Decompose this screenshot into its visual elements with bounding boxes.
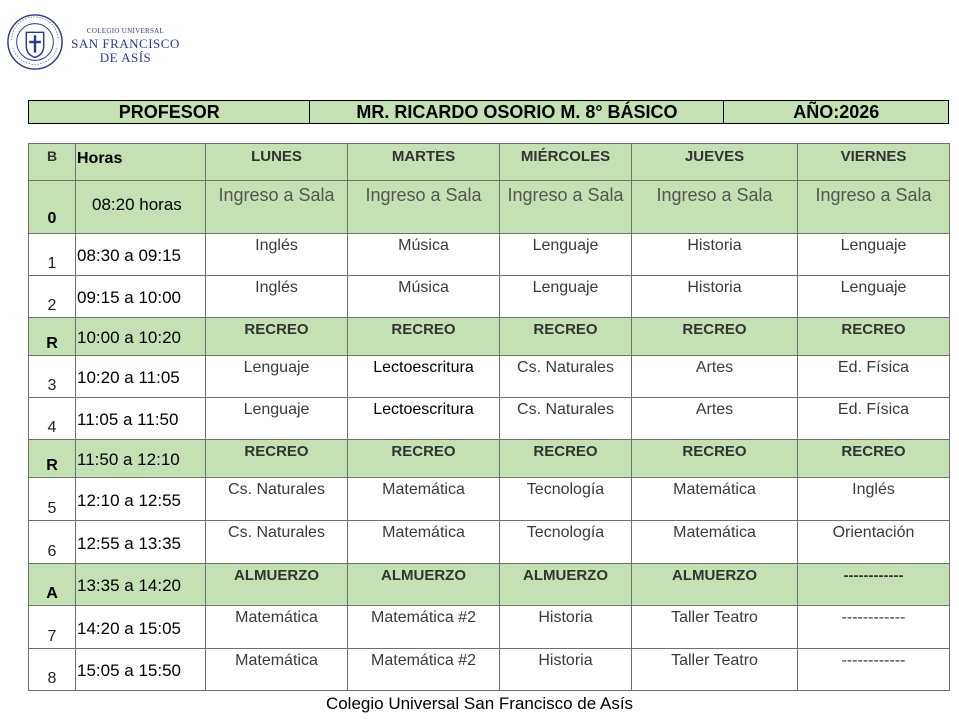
table-row (29, 276, 950, 318)
table-row (29, 521, 950, 564)
time-slot: 08:30 a 09:15 (76, 234, 206, 276)
subject-cell: Cs. Naturales (206, 521, 348, 564)
subject-cell: RECREO (632, 318, 798, 356)
subject-cell: RECREO (206, 440, 348, 478)
subject-cell: RECREO (798, 440, 950, 478)
subject-cell: RECREO (632, 440, 798, 478)
table-header-row (29, 144, 950, 181)
subject-cell: Artes (632, 398, 798, 440)
subject-cell: Lenguaje (500, 234, 632, 276)
subject-cell: Orientación (798, 521, 950, 564)
block-number: 8 (29, 649, 76, 691)
subject-cell: Inglés (206, 276, 348, 318)
subject-cell: Historia (500, 606, 632, 649)
subject-cell: ALMUERZO (206, 564, 348, 606)
subject-cell: Música (348, 234, 500, 276)
school-name (68, 28, 183, 64)
table-row (29, 181, 950, 234)
subject-cell: ------------ (798, 606, 950, 649)
header-day: JUEVES (632, 144, 798, 181)
school-name-line3: DE ASÍS (99, 50, 152, 65)
header-day: MARTES (348, 144, 500, 181)
school-logo (6, 10, 181, 72)
subject-cell: Ingreso a Sala (500, 181, 632, 234)
subject-cell: Matemática (632, 521, 798, 564)
teacher-header (28, 100, 949, 124)
header-day: VIERNES (798, 144, 950, 181)
subject-cell: ------------ (798, 649, 950, 691)
subject-cell: Lenguaje (798, 276, 950, 318)
subject-cell: Matemática (632, 478, 798, 521)
subject-cell: RECREO (500, 318, 632, 356)
header-day: MIÉRCOLES (500, 144, 632, 181)
subject-cell: RECREO (798, 318, 950, 356)
subject-cell: Ingreso a Sala (632, 181, 798, 234)
table-row (29, 606, 950, 649)
table-row (29, 564, 950, 606)
subject-cell: Ed. Física (798, 398, 950, 440)
block-number: 4 (29, 398, 76, 440)
subject-cell: Matemática #2 (348, 606, 500, 649)
subject-cell: Tecnología (500, 521, 632, 564)
subject-cell: Artes (632, 356, 798, 398)
subject-cell: Matemática (348, 478, 500, 521)
time-slot: 14:20 a 15:05 (76, 606, 206, 649)
block-number: 2 (29, 276, 76, 318)
time-slot: 12:55 a 13:35 (76, 521, 206, 564)
school-name-line1: COLEGIO UNIVERSAL (86, 27, 165, 35)
subject-cell: Música (348, 276, 500, 318)
school-name-line2: SAN FRANCISCO (71, 36, 180, 51)
time-slot: 15:05 a 15:50 (76, 649, 206, 691)
subject-cell: Lenguaje (206, 356, 348, 398)
subject-cell: RECREO (206, 318, 348, 356)
subject-cell: Taller Teatro (632, 606, 798, 649)
table-row (29, 356, 950, 398)
table-row (29, 649, 950, 691)
subject-cell: Inglés (206, 234, 348, 276)
subject-cell: ALMUERZO (632, 564, 798, 606)
school-seal-icon (6, 13, 64, 71)
subject-cell: Historia (500, 649, 632, 691)
time-slot: 12:10 a 12:55 (76, 478, 206, 521)
subject-cell: Inglés (798, 478, 950, 521)
subject-cell: Cs. Naturales (500, 398, 632, 440)
block-number: R (29, 318, 76, 356)
block-number: 5 (29, 478, 76, 521)
table-row (29, 440, 950, 478)
subject-cell: Historia (632, 276, 798, 318)
subject-cell: Ingreso a Sala (798, 181, 950, 234)
block-number: 3 (29, 356, 76, 398)
block-number: 7 (29, 606, 76, 649)
footer-school-name: Colegio Universal San Francisco de Asís (325, 694, 634, 713)
table-row (29, 478, 950, 521)
block-number: A (29, 564, 76, 606)
subject-cell: Lectoescritura (348, 398, 500, 440)
subject-cell: Ingreso a Sala (206, 181, 348, 234)
subject-cell: RECREO (500, 440, 632, 478)
subject-cell: Taller Teatro (632, 649, 798, 691)
time-slot: 11:05 a 11:50 (76, 398, 206, 440)
subject-cell: Ingreso a Sala (348, 181, 500, 234)
subject-cell: Ed. Física (798, 356, 950, 398)
subject-cell: Matemática (206, 649, 348, 691)
subject-cell: Tecnología (500, 478, 632, 521)
time-slot: 10:20 a 11:05 (76, 356, 206, 398)
header-horas: Horas (76, 144, 206, 181)
block-number: 1 (29, 234, 76, 276)
subject-cell: Lectoescritura (348, 356, 500, 398)
subject-cell: Lenguaje (206, 398, 348, 440)
subject-cell: Cs. Naturales (500, 356, 632, 398)
subject-cell: RECREO (348, 318, 500, 356)
time-slot: 13:35 a 14:20 (76, 564, 206, 606)
subject-cell: ------------ (798, 564, 950, 606)
table-row (29, 398, 950, 440)
block-number: R (29, 440, 76, 478)
subject-cell: Matemática (206, 606, 348, 649)
subject-cell: Historia (632, 234, 798, 276)
time-slot: 11:50 a 12:10 (76, 440, 206, 478)
subject-cell: ALMUERZO (500, 564, 632, 606)
table-row (29, 318, 950, 356)
subject-cell: RECREO (348, 440, 500, 478)
time-slot: 08:20 horas (76, 181, 206, 234)
header-teacher: MR. RICARDO OSORIO M. 8° BÁSICO (310, 101, 724, 123)
block-number: 6 (29, 521, 76, 564)
timetable (28, 143, 950, 691)
subject-cell: Lenguaje (798, 234, 950, 276)
time-slot: 10:00 a 10:20 (76, 318, 206, 356)
table-row (29, 234, 950, 276)
subject-cell: Lenguaje (500, 276, 632, 318)
subject-cell: Cs. Naturales (206, 478, 348, 521)
header-day: LUNES (206, 144, 348, 181)
header-year: AÑO:2026 (793, 101, 880, 122)
subject-cell: Matemática (348, 521, 500, 564)
header-block: B (29, 144, 76, 181)
header-label: PROFESOR (29, 101, 310, 123)
subject-cell: Matemática #2 (348, 649, 500, 691)
block-number: 0 (29, 181, 76, 234)
time-slot: 09:15 a 10:00 (76, 276, 206, 318)
subject-cell: ALMUERZO (348, 564, 500, 606)
